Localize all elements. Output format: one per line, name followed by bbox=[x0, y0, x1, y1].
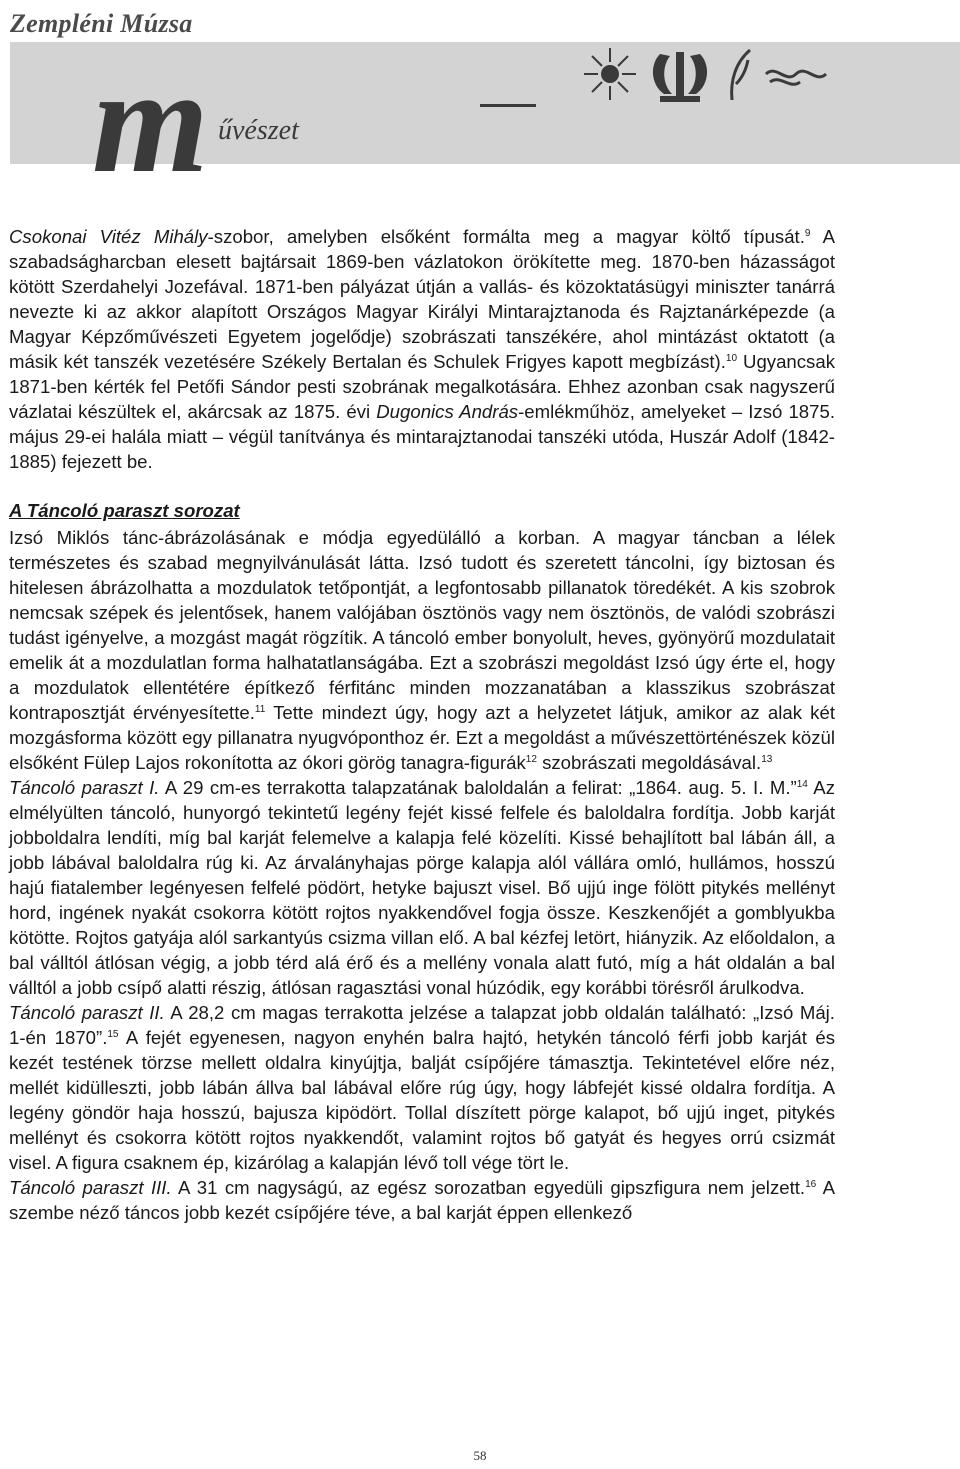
work-title: Dugonics András bbox=[376, 401, 519, 422]
journal-title: Zempléni Múzsa bbox=[10, 9, 193, 38]
header-rule bbox=[480, 104, 536, 107]
sunburst-icon bbox=[584, 48, 636, 100]
text-run: Izsó Miklós tánc-ábrázolásának e módja egyedülálló a korban. A magyar táncban a lélek természetes és szabad megnyilvánulását látta. Izsó tudott és szeretett táncolni, így biztosan és hitelesen ábrázolhatta a mozdulatok tetőpontját, a legfontosabb pillanatok töredékét. A kis szobrok nemcsak szépek és jelentősek, hanem valójában ösztönös vagy nem ösztönös, de valódi szobrászi tudást igényelve, a mozgást magát rögzítik. A táncoló ember bonyolult, heves, gyönyörű mozdulatait emelik át a mozdulatlan forma halhatatlanságába. Ezt a szobrászi megoldást Izsó úgy érte el, hogy a mozdulatok ellentétére építkező férfitánc minden mozzanatában a klasszikus szobrászat kontraposztját érvényesítette. bbox=[9, 527, 835, 723]
swirl-icon bbox=[766, 71, 826, 84]
work-title: Táncoló paraszt II. bbox=[9, 1002, 165, 1023]
section-heading: A Táncoló paraszt sorozat bbox=[9, 500, 240, 521]
footnote-ref: 10 bbox=[725, 352, 738, 364]
section-title: űvészet bbox=[218, 115, 299, 146]
paragraph bbox=[9, 224, 835, 474]
paragraph bbox=[9, 1175, 835, 1225]
paragraph bbox=[9, 775, 835, 1000]
masthead bbox=[0, 0, 960, 210]
article-body bbox=[9, 224, 835, 1225]
paragraph bbox=[9, 1000, 835, 1175]
text-run: -emlékműhöz, amelyeket – Izsó 1875. május 29-ei halála miatt – végül tanítványa és mintarajztanodai tanszéki utóda, Huszár Adolf (1842-1885) fejezett be. bbox=[9, 401, 835, 472]
footnote-ref: 12 bbox=[525, 753, 537, 765]
footnote-ref: 16 bbox=[805, 1178, 817, 1190]
text-run: Ugyancsak 1871-ben kérték fel Petőfi Sándor pesti szobrának megalkotására. Ehhez azonban csak nagyszerű vázlatai készültek el, akárcsak az 1875. évi bbox=[9, 351, 835, 422]
footnote-ref: 15 bbox=[107, 1028, 119, 1040]
paragraph bbox=[9, 525, 835, 775]
footnote-ref: 9 bbox=[804, 227, 811, 239]
feather-icon bbox=[732, 50, 750, 100]
text-run: szobrászati megoldásával. bbox=[536, 752, 762, 773]
text-run: Az elmélyülten táncoló, hunyorgó tekintetű legény fejét kissé felfele és baloldalra fordítja. Jobb karját jobboldalra lendíti, míg bal karját felemelve a kalapja felé közelíti. Kissé behajlított bal lábán áll, a jobb lábával baloldalra rúg ki. Az árvalányhajas pörge kalapja alól vállára omló, hullámos, hosszú hajú fiatalember legényesen felfelé pödört, hetyke bajuszt visel. Bő ujjú inge fölött pitykés mellényt hord, ingének nyakát csokorra kötött rojtos nyakkendővel fogja össze. Keszkenőjét a gomblyukba kötötte. Rojtos gatyája alól sarkantyús csizma villan elő. A bal kézfej letört, hiányzik. Az előoldalon, a bal válltól átlósan végig, a jobb térd alá érő és a mellény vonala alatt futó, míg a hát oldalán a bal válltól a jobb csípő alatti részig, átlósan ragasztási vonal húzódik, egy korábbi törésről árulkodva. bbox=[9, 777, 836, 998]
header-ornaments bbox=[580, 44, 830, 108]
page-number: 58 bbox=[473, 1448, 487, 1463]
text-run: A 29 cm-es terrakotta talapzatának baloldalán a felirat: „1864. aug. 5. I. M.” bbox=[159, 777, 797, 798]
text-run: Tette mindezt úgy, hogy azt a helyzetet látjuk, amikor az alak két mozgásforma között egy pillanatra nyugvóponthoz ér. Ezt a megoldást a művészettörténészek közül elsőként Fülep Lajos rokonította az ókori görög tanagra-figurák bbox=[9, 702, 835, 773]
text-run: -szobor, amelyben elsőként formálta meg a magyar költő típusát. bbox=[207, 226, 805, 247]
text-run: A szabadságharcban elesett bajtársait 1869-ben vázlatokon örökítette meg. 1870-ben házasságot kötött Szerdahelyi Jozefával. 1871-ben pályázat útján a vallás- és közoktatásügyi miniszter tanárrá nevezte ki az akkor alapított Országos Magyar Királyi Mintarajztanoda és Rajztanárképezde (a Magyar Képzőművészeti Egyetem jogelődje) szobrászati tanszékére, ahol mintázást oktatott (a másik két tanszék vezetésére Székely Bertalan és Schulek Frigyes kapott megbízást). bbox=[9, 226, 835, 372]
work-title: Csokonai Vitéz Mihály bbox=[9, 226, 208, 247]
section-initial: m bbox=[92, 38, 203, 204]
lyre-mask-icon bbox=[653, 52, 707, 102]
work-title: Táncoló paraszt III. bbox=[9, 1177, 172, 1198]
text-run: A 28,2 cm magas terrakotta jelzése a talapzat jobb oldalán található: „Izsó Máj. 1-én 1870”. bbox=[9, 1002, 835, 1048]
text-run: A szembe néző táncos jobb kezét csípőjére téve, a bal karját éppen ellenkező bbox=[9, 1177, 835, 1223]
footnote-ref: 13 bbox=[761, 753, 773, 765]
footnote-ref: 11 bbox=[254, 703, 266, 715]
text-run: A 31 cm nagyságú, az egész sorozatban egyedüli gipszfigura nem jelzett. bbox=[171, 1177, 806, 1198]
text-run: A fejét egyenesen, nagyon enyhén balra hajtó, hetykén táncoló férfi jobb karját és kezét testének törzse mellett oldalra kinyújtja, balját csípőjére támasztja. Tekintetével előre néz, mellét kidülleszti, jobb lábán állva bal lábával előre rúg úgy, hogy lábfejét kissé oldalra fordítja. A legény göndör haja hosszú, bajusza kipödört. Tollal díszített pörge kalapot, bő ujjú inget, pitykés mellényt és csokorra kötött rojtos nyakkendőt, valamint rojtos bő gatyát és hegyes orrú csizmát visel. A figura csaknem ép, kizárólag a kalapján lévő toll vége tört le. bbox=[9, 1027, 835, 1173]
footnote-ref: 14 bbox=[796, 778, 808, 790]
work-title: Táncoló paraszt I. bbox=[9, 777, 160, 798]
